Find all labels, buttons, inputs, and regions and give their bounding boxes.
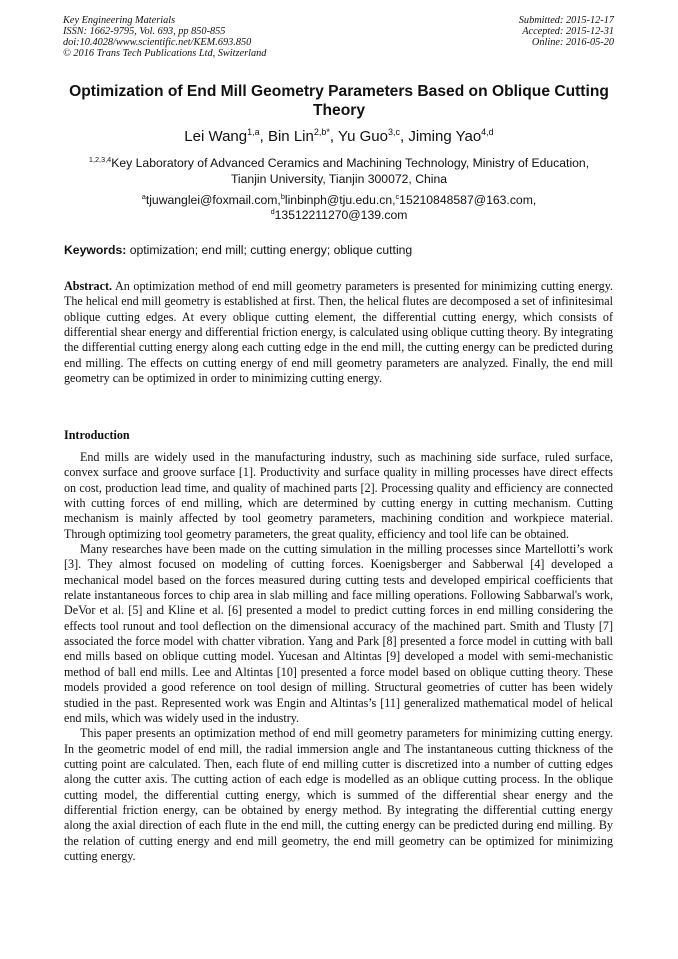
abstract — [64, 279, 613, 386]
author-name: Lei Wang — [184, 128, 248, 145]
email-link[interactable]: tjuwanglei@foxmail.com, — [145, 193, 281, 207]
author-name: Bin Lin — [267, 128, 314, 145]
copyright-line: © 2016 Trans Tech Publications Ltd, Switzerland — [63, 48, 267, 59]
author-superscript: 1,a — [247, 127, 260, 137]
keywords-text: optimization; end mill; cutting energy; oblique cutting — [129, 243, 413, 257]
email-link[interactable]: 15210848587@163.com, — [399, 193, 537, 207]
author-superscript: 3,c — [387, 127, 400, 137]
issn-line: ISSN: 1662-9795, Vol. 693, pp 850-855 — [63, 26, 226, 37]
author-superscript: 4,d — [481, 127, 494, 137]
paragraph: Many researches have been made on the cutting simulation in the milling processes since Martellotti’s work [3]. They almost focused on modeling of cutting forces. Koenigsberger and Sabberwal [4] developed a mechanical model based on the forces measured during cutting tests and developed empirical coefficients that relate instantaneous forces to chip area in slab milling and face milling operations. Following Sabbarwal's work, DeVor et al. [5] and Kline et al. [6] presented a model to predict cutting forces in end milling considering the effects tool runout and tool deflection on the dimensional accuracy of the machined part. Smith and Tlusty [7] associated the force model with chatter vibration. Yang and Park [8] presented a force model in cutting with ball end mills based on oblique cutting model. Yucesan and Altintas [9] developed a model with semi-mechanistic method of ball end mills. Lee and Altintas [10] presented a force model based on oblique cutting theory. These models provided a good reference on tool design of milling. Structural geometries of cutter has been widely studied in the past. Represented work was Engin and Altintas’s [11] generalized mathematical model of helical end mils, which was widely used in the industry. — [64, 542, 613, 725]
doi-line: doi:10.4028/www.scientific.net/KEM.693.850 — [63, 37, 252, 48]
affiliation — [40, 156, 638, 187]
online-date: Online: 2016-05-20 — [531, 37, 614, 48]
journal-info — [63, 15, 266, 59]
accepted-date: Accepted: 2015-12-31 — [522, 26, 614, 37]
journal-name: Key Engineering Materials — [63, 15, 176, 26]
abstract-label: Abstract. — [64, 279, 113, 293]
paragraph: End mills are widely used in the manufacturing industry, such as machining side surface, ruled surface, convex surface and groove surface [1]. Productivity and surface quality in milling processes have direct effects on cost, production lead time, and quality of machined parts [2]. Processing quality and efficiency are connected with cutting forces of end milling, which are determined by cutting energy in cutting mechanism. Cutting mechanism is mainly affected by tool geometry parameters, machining condition and workpiece material. Through optimizing tool geometry parameters, the great quality, efficiency and tool life can be obtained. — [64, 450, 613, 541]
introduction-body — [64, 450, 613, 864]
affiliation-line: Tianjin University, Tianjin 300072, China — [230, 171, 448, 186]
paragraph: This paper presents an optimization method of end mill geometry parameters for minimizing cutting energy. In the geometric model of end mill, the radial immersion angle and The instantaneous cutting thickness of the cutting point are calculated. Then, each flute of end milling cutter is discretized into a number of cutting edges along the cutter axis. The cutting action of each edge is modelled as an oblique cutting process. In the oblique cutting model, the differential cutting energy, which is summed of the differential shear energy and the differential friction energy, can be obtained by energy method. By integrating the differential cutting energy along the axial direction of each flute in the end mill, the cutting energy can be predicted during end milling. By the relation of cutting energy and end mill geometry, the end mill geometry can be optimized for minimizing cutting energy. — [64, 726, 613, 863]
affiliation-superscript: 1,2,3,4 — [88, 154, 112, 164]
email-superscript: b — [280, 191, 285, 201]
paper-title: Optimization of End Mill Geometry Parameters Based on Oblique Cutting Theory — [69, 83, 609, 119]
email-link[interactable]: linbinph@tju.edu.cn, — [284, 193, 396, 207]
email-superscript: d — [270, 206, 275, 216]
keywords-label: Keywords: — [64, 243, 127, 257]
author-list: Lei Wang$^{1,a}$, Bin Lin$^{2,b*}$, Yu Guo$^{3,c}$, Jiming Yao$^{4,d}$ — [184, 127, 494, 145]
author-superscript: 2,b* — [313, 127, 330, 137]
author-emails — [40, 193, 638, 223]
abstract-text: An optimization method of end mill geometry parameters is presented for minimizing cutting energy. The helical end mill geometry is established at first. Then, the helical flutes are decomposed a set of infinitesimal oblique cutting edges. At every oblique cutting element, the differential cutting energy, which consists of differential shear energy and differential friction energy, is calculated using oblique cutting theory. By integrating the differential cutting energy along each cutting edge in the end mill, the cutting energy can be predicted during end milling. The effects on cutting energy of end mill geometry parameters are analyzed. Finally, the end mill geometry can be optimized in order to minimizing cutting energy. — [64, 279, 614, 386]
affiliation-line: Key Laboratory of Advanced Ceramics and Machining Technology, Ministry of Education, — [111, 156, 590, 170]
email-superscript: a — [141, 191, 146, 201]
author-name: Yu Guo — [337, 128, 388, 145]
submission-dates — [519, 15, 614, 48]
email-superscript: c — [395, 191, 400, 201]
section-heading-introduction: Introduction — [64, 428, 130, 442]
submitted-date: Submitted: 2015-12-17 — [518, 15, 614, 26]
email-link[interactable]: 13512211270@139.com — [274, 208, 408, 222]
keywords — [64, 243, 624, 258]
author-name: Jiming Yao — [408, 128, 482, 145]
